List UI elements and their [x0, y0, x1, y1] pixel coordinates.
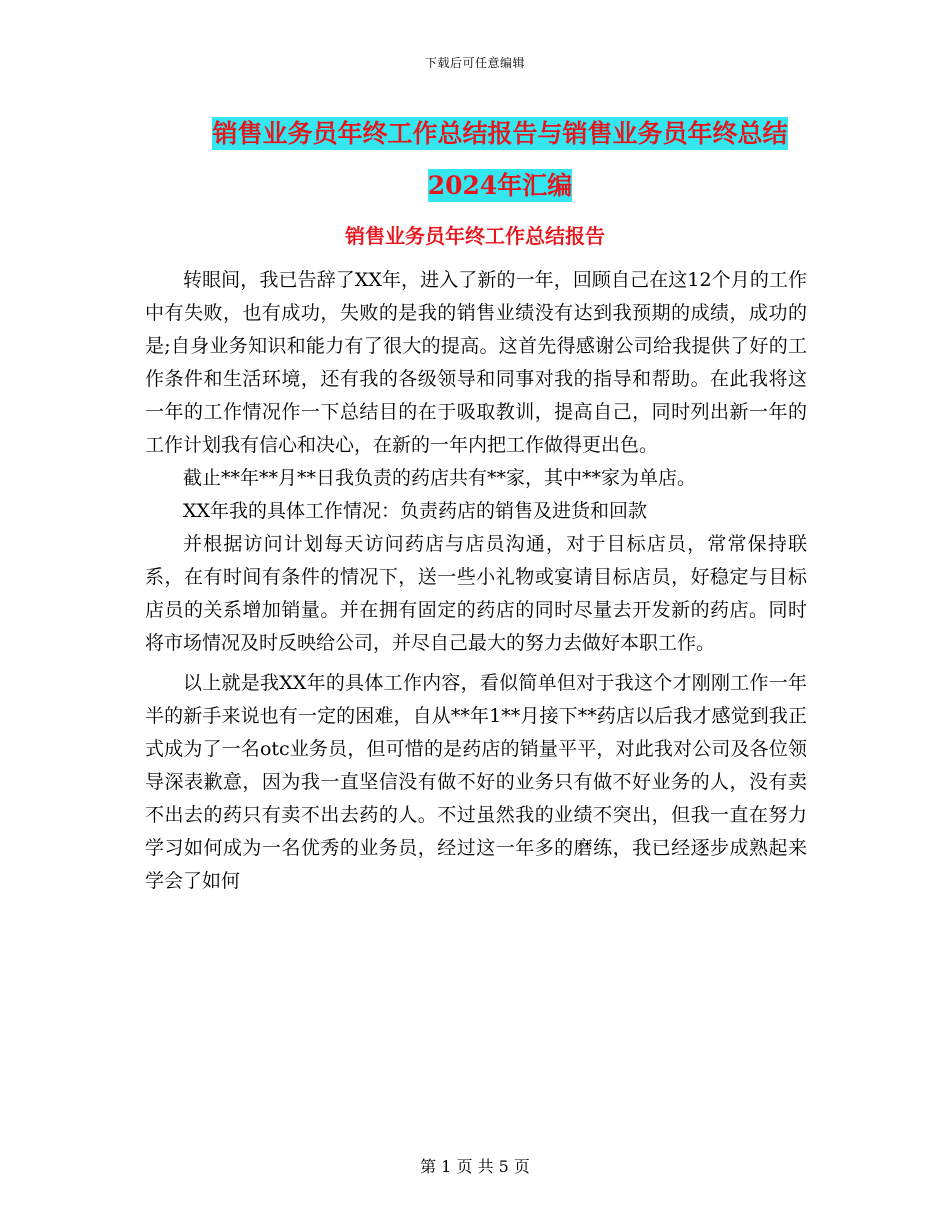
paragraph-5: 以上就是我XX年的具体工作内容，看似简单但对于我这个才刚刚工作一年半的新手来说也有一定的困难，自从**年1**月接下**药店以后我才感觉到我正式成为了一名otc业务员，但可惜的是药店的销量平平，对此我对公司及各位领导深表歉意，因为我一直坚信没有做不好的业务只有做不好业务的人，没有卖不出去的药只有卖不出去药的人。不过虽然我的业绩不突出，但我一直在努力学习如何成为一名优秀的业务员，经过这一年多的磨练，我已经逐步成熟起来学会了如何 [145, 672, 807, 892]
document-title [190, 108, 810, 212]
page-footer: 第 1 页 共 5 页 [420, 1157, 530, 1176]
body-text [145, 264, 807, 898]
paragraph-3: XX年我的具体工作情况：负责药店的销售及进货和回款 [183, 500, 648, 522]
page-header: 下载后可任意编辑 [424, 56, 525, 70]
document-title-line2: 2024年汇编 [427, 171, 573, 200]
paragraph-1: 转眼间，我已告辞了XX年，进入了新的一年，回顾自己在这12个月的工作中有失败，也有成功，失败的是我的销售业绩没有达到我预期的成绩，成功的是;自身业务知识和能力有了很大的提高。这首先得感谢公司给我提供了好的工作条件和生活环境，还有我的各级领导和同事对我的指导和帮助。在此我将这一年的工作情况作一下总结目的在于吸取教训，提高自己，同时列出新一年的工作计划我有信心和决心，在新的一年内把工作做得更出色。 [145, 269, 807, 456]
paragraph-2: 截止**年**月**日我负责的药店共有**家，其中**家为单店。 [183, 467, 697, 489]
paragraph-4: 并根据访问计划每天访问药店与店员沟通，对于目标店员，常常保持联系，在有时间有条件的情况下，送一些小礼物或宴请目标店员，好稳定与目标店员的关系增加销量。并在拥有固定的药店的同时尽量去开发新的药店。同时将市场情况及时反映给公司，并尽自己最大的努力去做好本职工作。 [145, 533, 807, 654]
section-title: 销售业务员年终工作总结报告 [345, 224, 605, 248]
document-title-line1: 销售业务员年终工作总结报告与销售业务员年终总结 [212, 119, 788, 148]
